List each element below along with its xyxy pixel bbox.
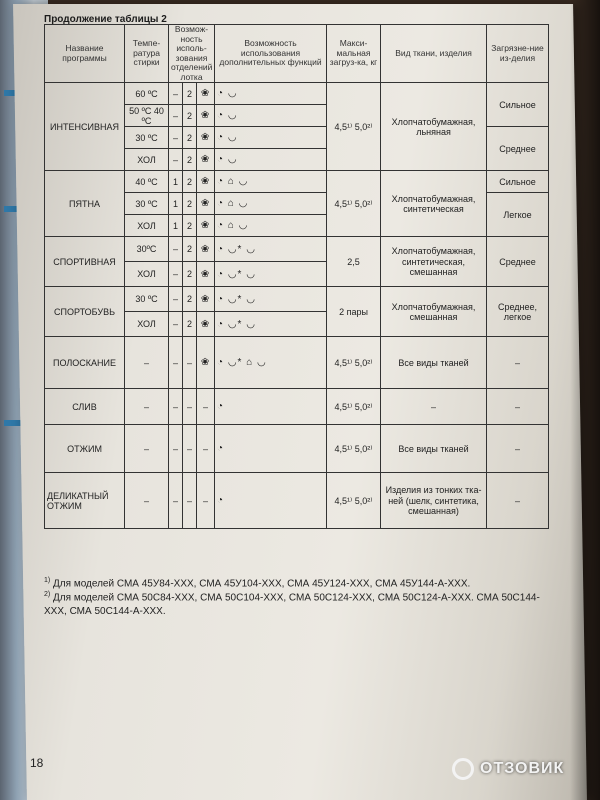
header-fabric: Вид ткани, изделия	[381, 25, 487, 83]
compartment-cell: –	[169, 425, 183, 473]
table-row	[45, 237, 549, 262]
compartment-cell: 2	[183, 215, 197, 237]
temp-cell: –	[125, 425, 169, 473]
compartment-cell: 1	[169, 193, 183, 215]
function-icons: ◔ ⌂ ◡	[215, 193, 327, 215]
soil-cell: Среднее	[487, 127, 549, 171]
footnotes	[44, 576, 548, 618]
load-cell: 2 пары	[327, 287, 381, 337]
flower-icon: ❀	[197, 215, 215, 237]
soil-cell: –	[487, 473, 549, 529]
compartment-cell: –	[169, 83, 183, 105]
temp-cell: 30 ºС	[125, 193, 169, 215]
fabric-cell: Все виды тканей	[381, 425, 487, 473]
flower-icon: ❀	[197, 171, 215, 193]
compartment-cell: –	[169, 312, 183, 337]
soil-cell: Легкое	[487, 193, 549, 237]
compartment-cell: 1	[169, 171, 183, 193]
temp-cell: 50 ºС 40 ºС	[125, 105, 169, 127]
watermark-text: ОТЗОВИК	[480, 760, 565, 777]
watermark-logo-icon	[452, 758, 474, 780]
temp-cell: –	[125, 473, 169, 529]
footnote-2-text: Для моделей СМА 50С84-ХХХ, СМА 50С104-ХХХ, СМА 50С124-ХХХ, СМА 50С124-А-ХХХ. СМА 50С144-ХХХ, СМА 50С144-А-ХХХ.	[44, 592, 540, 617]
table-title: Продолжение таблицы 2	[44, 14, 167, 25]
soil-cell: Сильное	[487, 83, 549, 127]
function-icons: ◔ ◡	[215, 127, 327, 149]
soil-cell: Сильное	[487, 171, 549, 193]
load-cell: 4,5¹⁾ 5,0²⁾	[327, 473, 381, 529]
soil-cell: Среднее	[487, 237, 549, 287]
temp-cell: –	[125, 389, 169, 425]
compartment-cell: 2	[183, 171, 197, 193]
load-cell: 4,5¹⁾ 5,0²⁾	[327, 171, 381, 237]
function-icons: ◔	[215, 389, 327, 425]
fabric-cell: Хлопчатобумажная, льняная	[381, 83, 487, 171]
load-cell: 4,5¹⁾ 5,0²⁾	[327, 425, 381, 473]
program-cell: ПЯТНА	[45, 171, 125, 237]
function-icons: ◔ ◡* ◡	[215, 287, 327, 312]
table-row	[45, 171, 549, 193]
fabric-cell: Хлопчатобумажная, синтетическая, смешанная	[381, 237, 487, 287]
temp-cell: 30 ºС	[125, 127, 169, 149]
compartment-cell: –	[169, 127, 183, 149]
header-temp: Темпе-ратура стирки	[125, 25, 169, 83]
table-row	[45, 473, 549, 529]
function-icons: ◔ ◡* ◡	[215, 262, 327, 287]
fabric-cell: Хлопчатобумажная, смешанная	[381, 287, 487, 337]
program-table	[44, 24, 549, 529]
function-icons: ◔ ◡	[215, 105, 327, 127]
program-cell: СПОРТОБУВЬ	[45, 287, 125, 337]
header-compartments: Возмож-ность исполь-зования отделений лотка	[169, 25, 215, 83]
soil-cell: Среднее, легкое	[487, 287, 549, 337]
flower-icon: ❀	[197, 127, 215, 149]
compartment-cell: –	[197, 473, 215, 529]
load-cell: 4,5¹⁾ 5,0²⁾	[327, 389, 381, 425]
load-cell: 4,5¹⁾ 5,0²⁾	[327, 83, 381, 171]
fabric-cell: –	[381, 389, 487, 425]
program-cell: ДЕЛИКАТНЫЙ ОТЖИМ	[45, 473, 125, 529]
program-cell: ПОЛОСКАНИЕ	[45, 337, 125, 389]
flower-icon: ❀	[197, 105, 215, 127]
function-icons: ◔	[215, 425, 327, 473]
load-cell: 2,5	[327, 237, 381, 287]
compartment-cell: 2	[183, 149, 197, 171]
soil-cell: –	[487, 389, 549, 425]
footnote-1: $^{1)}$ Для моделей СМА 45У84-ХХХ, СМА 45У104-ХХХ, СМА 45У124-ХХХ, СМА 45У144-А-ХХХ.	[44, 577, 471, 590]
fabric-cell: Изделия из тонких тка-ней (шелк, синтетика, смешанная)	[381, 473, 487, 529]
table-row	[45, 287, 549, 312]
function-icons: ◔ ◡	[215, 149, 327, 171]
page-number: 18	[30, 756, 44, 770]
program-cell: ОТЖИМ	[45, 425, 125, 473]
function-icons: ◔ ⌂ ◡	[215, 215, 327, 237]
function-icons: ◔	[215, 473, 327, 529]
watermark	[452, 758, 564, 780]
compartment-cell: 2	[183, 105, 197, 127]
compartment-cell: –	[169, 262, 183, 287]
function-icons: ◔ ◡	[215, 83, 327, 105]
compartment-cell: 2	[183, 193, 197, 215]
temp-cell: 40 ºС	[125, 171, 169, 193]
compartment-cell: –	[183, 389, 197, 425]
header-program: Название программы	[45, 25, 125, 83]
compartment-cell: –	[169, 473, 183, 529]
footnote-2: $^{2)}$ Для моделей СМА 50С84-ХХХ, СМА 50С104-ХХХ, СМА 50С124-ХХХ, СМА 50С124-А-ХХХ. СМА 50С144-ХХХ, СМА 50С144-А-ХХХ.	[44, 591, 540, 617]
flower-icon: ❀	[197, 83, 215, 105]
program-cell: ИНТЕНСИВНАЯ	[45, 83, 125, 171]
footnote-1-text: Для моделей СМА 45У84-ХХХ, СМА 45У104-ХХХ, СМА 45У124-ХХХ, СМА 45У144-А-ХХХ.	[53, 578, 471, 590]
header-load: Макси-мальная загруз-ка, кг	[327, 25, 381, 83]
compartment-cell: 1	[169, 215, 183, 237]
flower-icon: ❀	[197, 262, 215, 287]
soil-cell: –	[487, 425, 549, 473]
flower-icon: ❀	[197, 193, 215, 215]
compartment-cell: –	[197, 425, 215, 473]
compartment-cell: –	[169, 287, 183, 312]
compartment-cell: 2	[183, 83, 197, 105]
compartment-cell: 2	[183, 287, 197, 312]
compartment-cell: –	[169, 105, 183, 127]
table-row	[45, 389, 549, 425]
flower-icon: ❀	[197, 149, 215, 171]
header-soil: Загрязне-ние из-делия	[487, 25, 549, 83]
compartment-cell: –	[169, 337, 183, 389]
compartment-cell: –	[183, 425, 197, 473]
temp-cell: 30ºС	[125, 237, 169, 262]
compartment-cell: –	[169, 237, 183, 262]
compartment-cell: –	[169, 389, 183, 425]
temp-cell: ХОЛ	[125, 149, 169, 171]
fabric-cell: Все виды тканей	[381, 337, 487, 389]
temp-cell: ХОЛ	[125, 262, 169, 287]
flower-icon: ❀	[197, 312, 215, 337]
temp-cell: ХОЛ	[125, 312, 169, 337]
table-row	[45, 337, 549, 389]
header-functions: Возможность использования дополнительных функций	[215, 25, 327, 83]
function-icons: ◔ ⌂ ◡	[215, 171, 327, 193]
program-cell: СЛИВ	[45, 389, 125, 425]
load-cell: 4,5¹⁾ 5,0²⁾	[327, 337, 381, 389]
temp-cell: –	[125, 337, 169, 389]
temp-cell: 30 ºС	[125, 287, 169, 312]
function-icons: ◔ ◡* ⌂ ◡	[215, 337, 327, 389]
table-row	[45, 425, 549, 473]
compartment-cell: –	[183, 473, 197, 529]
function-icons: ◔ ◡* ◡	[215, 237, 327, 262]
soil-cell: –	[487, 337, 549, 389]
compartment-cell: –	[183, 337, 197, 389]
fabric-cell: Хлопчатобумажная, синтетическая	[381, 171, 487, 237]
flower-icon: ❀	[197, 237, 215, 262]
function-icons: ◔ ◡* ◡	[215, 312, 327, 337]
shadow-overlay	[570, 0, 600, 800]
compartment-cell: –	[197, 389, 215, 425]
flower-icon: ❀	[197, 287, 215, 312]
flower-icon: ❀	[197, 337, 215, 389]
program-cell: СПОРТИВНАЯ	[45, 237, 125, 287]
compartment-cell: 2	[183, 262, 197, 287]
temp-cell: 60 ºС	[125, 83, 169, 105]
table-row	[45, 83, 549, 105]
compartment-cell: 2	[183, 312, 197, 337]
temp-cell: ХОЛ	[125, 215, 169, 237]
compartment-cell: 2	[183, 127, 197, 149]
compartment-cell: 2	[183, 237, 197, 262]
compartment-cell: –	[169, 149, 183, 171]
